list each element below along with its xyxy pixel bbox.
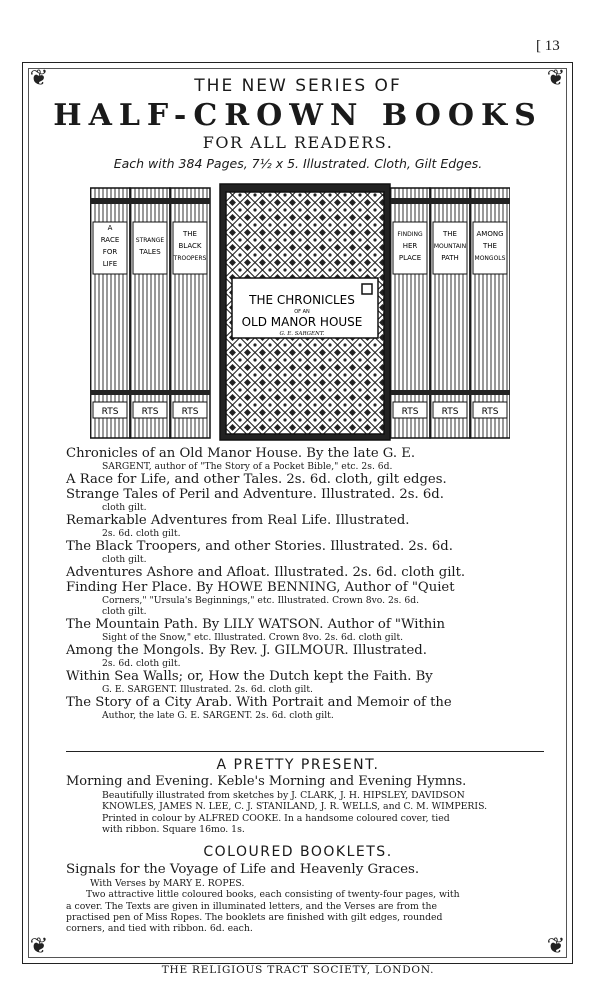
book-details: Sight of the Snow," etc. Illustrated. Crown 8vo. 2s. 6d. cloth gilt. (102, 632, 404, 643)
spine-foot-text: RTS (141, 407, 159, 417)
present-description: Beautifully illustrated from sketches by J. CLARK, J. H. HIPSLEY, DAVIDSON KNOWLES, JAMES N. LEE, C. J. STANILAND, J. R. WELLS, and C. M. WIMPERIS. Printed in colour by ALFRED COOKE. In a handsome coloured cover, tied with ribbon. Square 16mo. 1s. (102, 790, 488, 835)
series-title: HALF-CROWN BOOKS (53, 98, 543, 133)
booklets-description: With Verses by MARY E. ROPES. Two attractive little coloured books, each consisting of twenty-four pages, with a cover. The Texts are given in illuminated letters, and the Verses are from the practised pen of Miss Ropes. The booklets are finished with gilt edges, rounded corners, and tied with ribbon. 6d. each. (66, 878, 460, 935)
book-entry (66, 487, 544, 513)
book-title: Finding Her Place. By HOWE BENNING, Author of "Quiet (66, 580, 455, 595)
spine-title-text: PLACE (398, 254, 422, 262)
book-details: 2s. 6d. cloth gilt. (102, 528, 181, 539)
book-title: The Mountain Path. By LILY WATSON. Author of "Within (66, 617, 445, 632)
book-title: Among the Mongols. By Rev. J. GILMOUR. Illustrated. (66, 643, 427, 658)
spine-title-text: FINDING (397, 231, 423, 238)
book-title: Remarkable Adventures from Real Life. Illustrated. (66, 513, 410, 528)
book-entry (66, 446, 544, 472)
spine-title-text: AMONG (476, 230, 504, 238)
book-entry (66, 617, 544, 643)
ornament-top-right-icon: ❦ (546, 66, 566, 91)
spine-title-text: HER (402, 242, 418, 250)
spine-title-text: LIFE (102, 260, 118, 268)
ornament-bottom-right-icon: ❦ (546, 934, 566, 959)
spine-title-text: MONGOLS (474, 255, 506, 262)
book-details: 2s. 6d. cloth gilt. (102, 658, 181, 669)
spine-title-text: THE (443, 230, 457, 238)
spine-title-text: RACE (100, 236, 120, 244)
spine-title-text: TALES (139, 248, 161, 256)
book-list (66, 446, 544, 721)
spine-foot-text: RTS (181, 407, 199, 417)
book-details: Author, the late G. E. SARGENT. 2s. 6d. cloth gilt. (102, 710, 334, 721)
section-divider (66, 751, 544, 752)
book-details: cloth gilt. (102, 606, 147, 617)
books-illustration (90, 180, 510, 442)
cover-title-line2: OLD MANOR HOUSE (241, 315, 363, 329)
book-details: cloth gilt. (102, 554, 147, 565)
cover-title-of: OF AN (294, 309, 310, 315)
right-spine-group (390, 188, 510, 438)
spine-foot-text: RTS (401, 407, 419, 417)
book-entry (66, 643, 544, 669)
spine-foot-text: RTS (101, 407, 119, 417)
present-heading: A PRETTY PRESENT. (216, 757, 380, 773)
series-description: Each with 384 Pages, 7½ x 5. Illustrated. Cloth, Gilt Edges. (113, 156, 483, 171)
book-details: Corners," "Ursula's Beginnings," etc. Illustrated. Crown 8vo. 2s. 6d. (102, 595, 420, 606)
spine-title-text: THE (183, 230, 197, 238)
spine-title-text: BLACK (178, 242, 202, 250)
book-details: SARGENT, author of "The Story of a Pocket Bible," etc. 2s. 6d. (102, 461, 393, 472)
page-number: [ 13 (536, 38, 560, 54)
book-title: Chronicles of an Old Manor House. By the late G. E. (66, 446, 416, 461)
book-title: Adventures Ashore and Afloat. Illustrated. 2s. 6d. cloth gilt. (66, 565, 466, 580)
booklets-title: Signals for the Voyage of Life and Heavenly Graces. (66, 862, 420, 877)
book-title: The Story of a City Arab. With Portrait and Memoir of the (66, 695, 452, 710)
cover-author: G. E. SARGENT. (279, 331, 325, 337)
series-subtitle: FOR ALL READERS. (202, 133, 394, 152)
book-title: A Race for Life, and other Tales. 2s. 6d. cloth, gilt edges. (66, 472, 447, 487)
spine-title-text: A (107, 224, 113, 232)
spine-foot-text: RTS (481, 407, 499, 417)
ornament-top-left-icon: ❦ (29, 66, 49, 91)
book-entry (66, 565, 544, 580)
book-entry (66, 539, 544, 565)
book-entry (66, 513, 544, 539)
spine-title-text: FOR (102, 248, 118, 256)
spine-title-text: MOUNTAIN (433, 243, 467, 250)
book-title: Within Sea Walls; or, How the Dutch kept the Faith. By (66, 669, 433, 684)
book-title: The Black Troopers, and other Stories. Illustrated. 2s. 6d. (66, 539, 453, 554)
booklets-heading: COLOURED BOOKLETS. (203, 844, 393, 860)
book-details: cloth gilt. (102, 502, 147, 513)
spine-title-text: TROOPERS (173, 255, 207, 262)
spine-title-text: THE (483, 242, 497, 250)
spine-foot-text: RTS (441, 407, 459, 417)
book-entry (66, 580, 544, 617)
cover-title-line1: THE CHRONICLES (249, 293, 355, 307)
spine-title-text: STRANGE (135, 237, 165, 244)
ornament-bottom-left-icon: ❦ (29, 934, 49, 959)
publisher-footer: THE RELIGIOUS TRACT SOCIETY, LONDON. (161, 964, 435, 976)
spine-title-text: PATH (441, 254, 459, 262)
present-title: Morning and Evening. Keble's Morning and Evening Hymns. (66, 774, 467, 789)
book-details: G. E. SARGENT. Illustrated. 2s. 6d. cloth gilt. (102, 684, 313, 695)
series-heading: THE NEW SERIES OF (194, 76, 402, 96)
book-title: Strange Tales of Peril and Adventure. Illustrated. 2s. 6d. (66, 487, 444, 502)
book-entry (66, 472, 544, 487)
book-entry (66, 669, 544, 695)
book-entry (66, 695, 544, 721)
